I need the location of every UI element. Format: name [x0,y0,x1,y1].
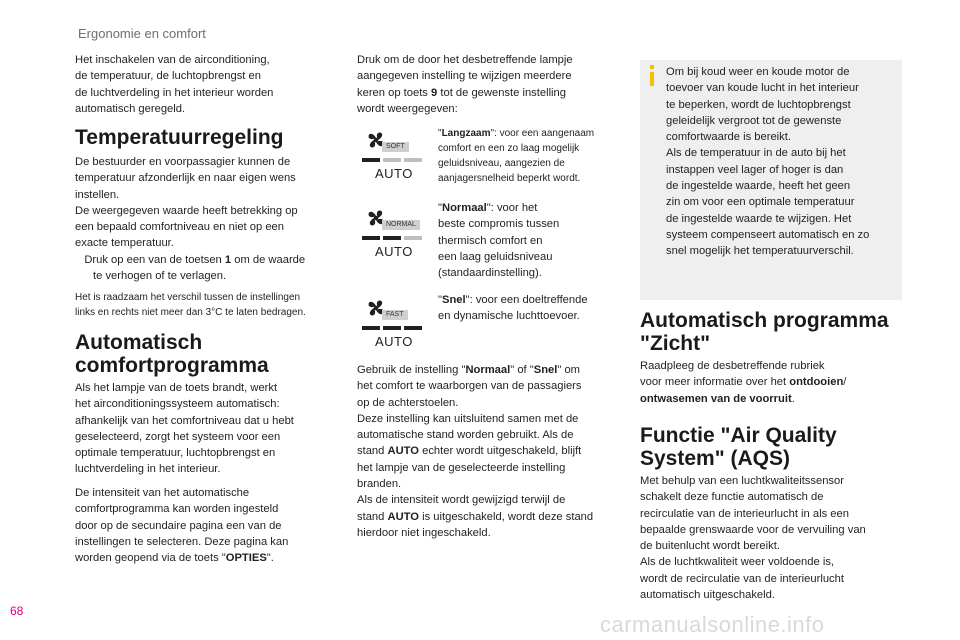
key-name: AUTO [387,510,419,523]
text-line: te verhogen of te verlagen. [93,270,227,283]
text-line: toevoer van koude lucht in het interieur [666,82,859,95]
text: ": voor een doeltreffende [465,294,588,306]
text: worden geopend via de toets " [75,552,226,565]
text-line: Als de intensiteit wordt gewijzigd terwijl de [357,494,566,507]
text: stand [357,510,385,523]
heading-line: comfortprogramma [75,354,269,377]
text-line: wordt de recirculatie van de interieurlucht [640,572,844,585]
text-line: geluidsniveau, aangezien de [438,158,565,169]
info-icon [650,65,654,69]
key-number: 1 [224,254,232,266]
mode-name: Snel [533,364,558,376]
text-line: snel mogelijk het temperatuurverschil. [666,245,854,258]
heading-line: System" (AQS) [640,447,790,470]
text-line [357,362,625,378]
text: om de waarde [234,254,306,266]
text-line: afhankelijk van het comfortniveau dat u hebt [75,414,294,427]
text: Gebruik de instelling " [357,364,466,376]
text-line: recirculatie van de interieurlucht in als een [640,507,849,520]
text: . [791,392,795,405]
text-line: zin om voor een optimale temperatuur [666,196,855,209]
text-line: Het inschakelen van de airconditioning, [75,54,270,66]
key-number: 9 [431,86,438,99]
text: stand [357,445,385,458]
text-line: het lampje van de geselecteerde instelling [357,461,566,474]
text: Druk op een van de toetsen [84,254,222,266]
fan-level-bars [362,326,432,330]
text-line: systeem compenseert automatisch en zo [666,228,870,241]
text-line: Als de luchtkwaliteit weer voldoende is, [640,556,835,569]
text-line: Raadpleeg de desbetreffende rubriek [640,360,825,372]
text-line: "Normaal": voor het [438,202,538,214]
text-line: comfort en een zo laag mogelijk [438,143,580,154]
fan-level-bars [362,158,432,162]
heading-line: Automatisch [75,331,203,354]
text: echter wordt uitgeschakeld, blijft [422,445,582,458]
info-note-box [640,60,902,300]
text-line: (standaardinstelling). [438,267,542,280]
text-line [640,391,908,407]
text-line: Als de temperatuur in de auto bij het [666,147,846,160]
text-line: de buitenlucht wordt bereikt. [640,540,780,553]
key-name: AUTO [387,445,419,458]
watermark: carmanualsonline.info [600,612,825,637]
bullet-line [75,252,347,268]
mode-normal-icon [360,206,435,262]
text-line: De intensiteit van het automatische [75,487,250,499]
mode-name: Normaal [441,202,487,214]
page-number: 68 [10,604,24,618]
auto-label: AUTO [375,244,413,259]
text: / [843,376,847,389]
auto-label: AUTO [375,166,413,181]
zicht-paragraph [640,358,908,407]
mode-name: Normaal [465,364,511,376]
link-text: ontwasemen van de voorruit [640,392,792,405]
text-line: "Snel": voor een doeltreffende [438,294,588,306]
text-line: aangegeven instelling te wijzigen meerdere [357,70,572,83]
temp-paragraph [75,154,347,252]
text-line: automatisch geregeld. [75,102,186,115]
fan-level-bars [362,236,432,240]
text: voor meer informatie over het [640,376,787,389]
auto-paragraph [75,380,347,478]
text: ". [266,552,274,565]
mode-badge: FAST [382,310,408,320]
text: keren op toets [357,86,428,99]
text-line: optimale temperatuur, luchtopbrengst en [75,447,276,460]
mode-soft-text [438,126,623,186]
text-line [357,85,625,101]
text-line: Om bij koud weer en koude motor de [666,66,850,78]
text-line: De bestuurder en voorpassagier kunnen de [75,156,291,168]
text-line [640,374,908,390]
heading-line: Automatisch programma [640,309,889,332]
info-icon-bar [650,72,654,86]
text-line: de ingestelde waarde te wijzigen. Het [666,212,852,225]
text-line: "Langzaam": voor een aangenaam [438,128,595,139]
text-line: en dynamische luchttoevoer. [438,310,580,323]
text-line: automatische stand worden gebruikt. Als de [357,429,574,442]
mode-name: Snel [441,294,466,306]
text-line: exacte temperatuur. [75,237,174,250]
text-line: schakelt deze functie automatisch de [640,491,824,504]
text-line: geselecteerd, zorgt het systeem voor een [75,430,281,443]
text: " of " [510,364,534,376]
mode-fast-icon [360,296,435,352]
text-line: instellingen te selecteren. Deze pagina kan [75,535,289,548]
text-line: beste compromis tussen [438,218,560,231]
mode-soft-icon [360,128,435,184]
col1-intro [75,52,347,117]
heading-line: "Zicht" [640,332,711,355]
text: is uitgeschakeld, wordt deze stand [422,510,594,523]
usage-paragraph [357,362,625,541]
text: ": voor het [486,202,538,214]
heading-aqs [640,424,908,470]
mode-badge: SOFT [382,142,409,152]
text-line: door op de secundaire pagina een van de [75,519,282,532]
aqs-paragraph [640,473,908,603]
text-line: de ingestelde waarde, heeft het geen [666,180,851,193]
text-line: Als het lampje van de toets brandt, werkt [75,382,278,394]
text: " om [557,364,580,376]
text-line: luchtverdeling in het interieur. [75,463,221,476]
text-line: thermisch comfort en [438,234,543,247]
text-line: links en rechts niet meer dan 3°C te laten bedragen. [75,307,306,318]
mode-normal-text [438,200,623,281]
text-line: instellen. [75,188,120,201]
key-name: OPTIES [225,552,267,565]
text-line: Met behulp van een luchtkwaliteitssensor [640,475,844,487]
col2-intro [357,52,625,117]
heading-temperature: Temperatuurregeling [75,126,284,149]
text-line: temperatuur afzonderlijk en naar eigen wens [75,172,296,185]
text-line: De weergegeven waarde heeft betrekking op [75,204,298,217]
text-line: het airconditioningssysteem automatisch: [75,398,280,411]
intensity-paragraph [75,485,347,566]
text: ": voor een aangenaam [490,128,595,139]
text-line [75,550,347,566]
text-line: een laag geluidsniveau [438,250,553,263]
text-line: geleidelijk vergroot tot de gewenste [666,114,842,127]
text-line: te beperken, wordt de luchtopbrengst [666,98,851,111]
temp-bullet [75,252,347,285]
text-line: hierdoor niet ingeschakeld. [357,526,491,539]
text: tot de gewenste instelling [440,86,566,99]
text-line: wordt weergegeven: [357,102,458,115]
section-title: Ergonomie en comfort [78,26,206,41]
text-line [357,509,625,525]
mode-fast-text [438,292,623,325]
mode-badge: NORMAL [382,220,420,230]
text-line: automatisch uitgeschakeld. [640,589,775,602]
text-line: de luchtverdeling in het interieur worden [75,86,274,99]
text-line: Druk om de door het desbetreffende lampje [357,54,573,66]
text-line: een bepaald comfortniveau en niet op een [75,221,284,234]
heading-line: Functie "Air Quality [640,424,837,447]
link-text: ontdooien [789,376,844,389]
heading-auto-comfort [75,331,347,377]
text-line: de temperatuur, de luchtopbrengst en [75,70,261,83]
text-line: aanjagersnelheid beperkt wordt. [438,173,581,184]
advice-note [75,290,347,320]
info-note-text [666,64,898,260]
text-line: Het is raadzaam het verschil tussen de instellingen [75,292,301,303]
text-line: branden. [357,478,402,491]
heading-zicht [640,309,908,355]
auto-label: AUTO [375,334,413,349]
text-line: het comfort te waarborgen van de passagiers [357,380,582,393]
text-line: op de achterstoelen. [357,396,459,409]
text-line: bepaalde grenswaarde voor de vervuiling van [640,523,866,536]
text-line: comfortwaarde is bereikt. [666,131,791,144]
text-line [357,443,625,459]
text-line: comfortprogramma kan worden ingesteld [75,503,279,516]
text-line: instappen veel lager of hoger is dan [666,163,844,176]
mode-name: Langzaam [441,128,491,139]
text-line: Deze instelling kan uitsluitend samen met de [357,412,579,425]
